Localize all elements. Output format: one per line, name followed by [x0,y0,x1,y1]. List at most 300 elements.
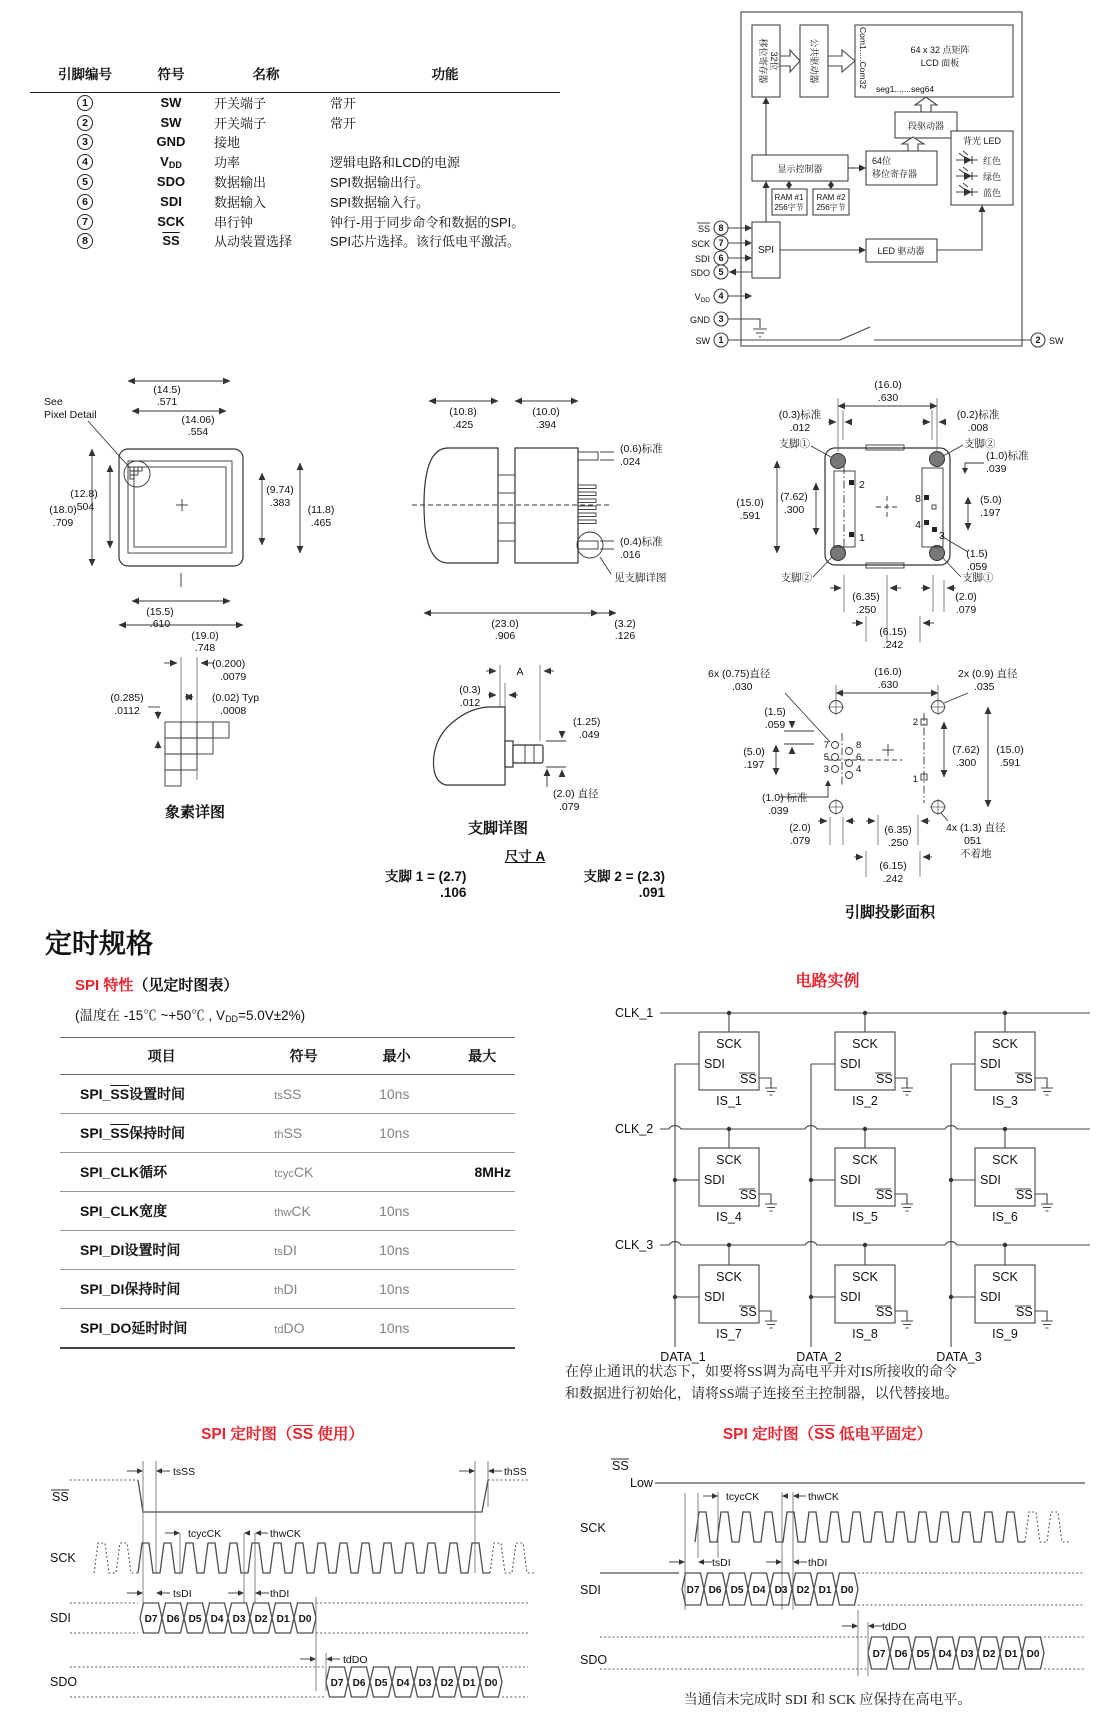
svg-text:1: 1 [718,335,724,345]
mech-pin-projection [680,645,1100,935]
svg-text:.039: .039 [986,463,1007,475]
pin-symbol: SCK [157,213,185,229]
data-bit: D0 [298,1613,312,1625]
svg-text:.300: .300 [955,757,977,769]
svg-text:.250: .250 [887,837,909,849]
timing-param: tcycCK [188,1528,222,1540]
spec-row [60,1231,515,1270]
pin-row [30,132,560,152]
svg-text:SS: SS [876,1188,893,1202]
svg-text:.906: .906 [494,630,516,642]
svg-text:RAM #2: RAM #2 [816,193,846,202]
svg-text:.079: .079 [955,604,977,616]
spec-row [60,1075,515,1114]
svg-text:支脚①: 支脚① [778,438,810,450]
test-condition: (温度在 -15℃ ~+50℃ , $V_{DD}=5.0V\pm 2\%$) [75,1008,306,1024]
spec-row [60,1192,515,1231]
signal-label-sdo: SDO [580,1653,608,1667]
pin-symbol: SW [160,95,182,111]
svg-text:SS: SS [697,224,710,234]
spec-min-cell: 10ns [344,1309,449,1348]
pin-number-cell [30,172,140,192]
pin-symbol-cell [140,172,202,192]
is-chip [949,1127,1053,1224]
svg-text:SS: SS [1016,1188,1033,1202]
svg-text:64位: 64位 [872,156,892,166]
pin-function-cell: SPI数据输出行。 [330,175,429,191]
data-bit: D5 [188,1613,202,1625]
svg-text:(6.35): (6.35) [852,591,880,603]
clk-label: CLK_2 [615,1122,654,1136]
svg-text:64 x 32 点矩阵: 64 x 32 点矩阵 [910,45,970,55]
spec-max-cell [449,1270,515,1309]
lcd-panel-box [855,25,1013,97]
data-bit: D6 [894,1648,908,1660]
pin-number-badge: 6 [77,194,93,210]
data-bit: D0 [484,1677,498,1689]
spec-item-text: SPI_ [80,1125,111,1141]
svg-text:.630: .630 [877,679,899,691]
system-block-diagram [680,8,1100,353]
pin-gnd [690,312,767,337]
data-bit: D5 [374,1677,388,1689]
svg-text:.383: .383 [269,497,291,509]
signal-label-sdo: SDO [50,1675,78,1689]
shift-register-32-box [752,25,780,97]
svg-text:SPI: SPI [757,245,775,256]
data-bit: D0 [1026,1648,1040,1660]
spec-item-text: SPI_DI保持时间 [80,1281,181,1297]
svg-text:2: 2 [1035,335,1041,345]
pin-sdi [695,251,752,265]
svg-text:.571: .571 [156,396,178,408]
spec-symbol: DI [283,1281,298,1297]
data-bit: D6 [708,1584,722,1596]
pin-number-badge: 4 [77,154,93,170]
spec-min-cell: 10ns [344,1192,449,1231]
is-chip [809,1127,913,1224]
data-bit: D3 [774,1584,788,1596]
spec-max-cell [449,1114,515,1153]
svg-text:8: 8 [718,223,724,233]
svg-text:A: A [516,666,524,678]
svg-text:.504: .504 [73,501,95,513]
is-chip [673,1243,777,1341]
pin-name-cell: 开关端子 [214,115,267,131]
spec-max-cell [449,1192,515,1231]
pin-name-cell: 串行钟 [214,214,254,230]
pin-function-table [30,60,560,251]
pin-name-cell: 功率 [214,155,241,171]
pin-symbol-cell [140,152,202,172]
svg-text:SW: SW [695,336,710,346]
svg-text:SCK: SCK [992,1037,1018,1051]
is-chip [809,1243,913,1341]
svg-text:(19.0): (19.0) [191,630,219,642]
svg-text:4: 4 [915,519,921,531]
svg-text:.610: .610 [149,618,171,630]
svg-text:3: 3 [939,530,945,542]
svg-text:SS: SS [1016,1305,1033,1319]
pin-number-cell [30,132,140,152]
svg-text:32位: 32位 [769,51,779,71]
svg-text:蓝色: 蓝色 [983,188,1002,198]
mount-holes [828,699,946,815]
svg-text:.300: .300 [783,504,805,516]
spec-symbol-prefix: ts [274,1090,283,1102]
svg-text:.0112: .0112 [114,705,140,717]
svg-text:SDI: SDI [840,1290,861,1304]
svg-text:(16.0): (16.0) [874,379,902,391]
svg-text:Pixel Detail: Pixel Detail [44,409,97,421]
data-bit: D7 [686,1584,700,1596]
svg-text:背光 LED: 背光 LED [962,136,1002,146]
pin-row [30,112,560,132]
timing-param: thwCK [808,1491,839,1503]
svg-text:(3.2): (3.2) [614,618,636,630]
pin-symbol-cell [140,132,202,152]
data-bit: D1 [276,1613,290,1625]
pin-col-header: 功能 [330,60,560,93]
pin-sck [691,236,752,250]
spec-symbol: CK [293,1164,314,1180]
is-chip-label: IS_7 [716,1327,742,1341]
svg-text:SS: SS [740,1305,757,1319]
spec-symbol: SS [283,1125,303,1141]
data-bit: D5 [730,1584,744,1596]
svg-text:(6.15): (6.15) [879,860,907,872]
ram-arrows [786,181,834,189]
svg-text:.030: .030 [732,681,753,693]
spec-symbol-cell [263,1192,344,1231]
data-bit: D4 [752,1584,766,1596]
switch-icon [840,327,870,340]
svg-text:SCK: SCK [992,1270,1018,1284]
svg-text:SDI: SDI [840,1057,861,1071]
svg-text:.035: .035 [974,681,995,693]
svg-text:.0079: .0079 [220,671,247,683]
svg-text:SDI: SDI [840,1173,861,1187]
is-chip [673,1127,777,1224]
svg-text:(15.0): (15.0) [996,744,1024,756]
svg-text:.197: .197 [980,507,1001,519]
back-outline [825,445,950,568]
svg-text:4x (1.3) 直径: 4x (1.3) 直径 [946,822,1006,834]
svg-text:(6.15): (6.15) [879,626,907,638]
timing-param: tdDO [882,1621,907,1633]
svg-text:(10.0): (10.0) [532,406,560,418]
spec-col-header: 项目 [60,1038,263,1075]
pin-sdo [690,265,752,279]
is-chip-label: IS_9 [992,1327,1018,1341]
svg-text:支脚①: 支脚① [962,572,994,584]
svg-text:.197: .197 [743,759,765,771]
spec-symbol-prefix: ts [274,1246,283,1258]
svg-text:(1.5): (1.5) [966,548,988,560]
pin-name-cell: 从动装置选择 [214,234,293,250]
svg-text:.591: .591 [999,757,1021,769]
pin-ss [697,221,752,235]
front-outline [119,449,243,587]
pin-number-cell [30,152,140,172]
mech-side-view [368,355,683,655]
mech-front-view [30,355,375,660]
spec-min-cell: 10ns [344,1270,449,1309]
is-chip [811,1011,913,1108]
svg-text:SCK: SCK [716,1037,742,1051]
svg-text:SCK: SCK [716,1270,742,1284]
svg-text:SS: SS [1016,1072,1033,1086]
backlight-led-box [951,131,1013,205]
signal-label-sck: SCK [50,1551,76,1565]
svg-text:8: 8 [915,493,921,505]
spec-symbol-prefix: th [274,1285,284,1297]
svg-text:.049: .049 [579,729,600,741]
svg-text:6: 6 [856,752,862,763]
data-bit: D2 [982,1648,996,1660]
svg-text:SDI: SDI [980,1290,1001,1304]
svg-text:绿色: 绿色 [983,172,1002,182]
spec-item-text: SPI_DI设置时间 [80,1242,181,1258]
spec-item-text: 保持时间 [129,1125,186,1141]
spec-symbol-cell [263,1114,344,1153]
mech-pixel-detail [40,645,350,830]
data-bit: D7 [872,1648,886,1660]
data-bit: D2 [796,1584,810,1596]
svg-text:7: 7 [718,238,724,248]
svg-text:seg1.......seg64: seg1.......seg64 [876,84,935,94]
svg-text:(14.06): (14.06) [181,414,215,426]
spec-item-text: SPI_CLK宽度 [80,1203,168,1219]
svg-text:3: 3 [823,764,829,775]
svg-text:(5.0): (5.0) [743,746,765,758]
spec-symbol-cell [263,1231,344,1270]
svg-text:.630: .630 [877,392,899,404]
clk-line [660,1242,1090,1245]
spec-max-cell [449,1309,515,1348]
svg-text:(0.2)标准: (0.2)标准 [956,409,1000,421]
is-chip-label: IS_6 [992,1210,1018,1224]
svg-text:(2.0): (2.0) [955,591,977,603]
signal-label-sdi: SDI [580,1583,601,1597]
svg-text:2: 2 [912,717,918,728]
is-chip-label: IS_2 [852,1094,878,1108]
svg-text:.016: .016 [620,549,641,561]
svg-text:4: 4 [718,291,724,301]
spec-symbol: DO [283,1319,305,1336]
timing-param: thwCK [270,1528,301,1540]
spec-item-text: SPI_CLK循环 [80,1164,168,1180]
spec-symbol-cell [263,1153,344,1192]
pin-symbol: SDI [160,193,182,209]
svg-text:(9.74): (9.74) [266,484,294,496]
standoff-outline [434,707,544,785]
spec-item-text: 设置时间 [129,1086,186,1102]
svg-text:SCK: SCK [691,239,710,249]
circuit-example-title: 电路实例 [795,973,860,990]
svg-text:红色: 红色 [983,156,1002,166]
svg-text:.059: .059 [764,719,786,731]
is-chip-label: IS_1 [716,1094,742,1108]
svg-text:SCK: SCK [852,1037,878,1051]
spi-timing-diagram-ss-used [30,1445,535,1714]
pin-number-badge: 5 [77,174,93,190]
up-arrow-icon [902,137,924,151]
spec-item-overline: $\overline{SS}$ [110,1086,130,1102]
ground-icon [753,329,767,337]
signal-label-ss: SS [52,1490,69,1504]
svg-text:1: 1 [912,774,918,785]
mech-back-view [680,340,1100,650]
spec-col-header: 最小 [344,1038,449,1075]
is-chip [675,1011,777,1108]
svg-text:(0.200): (0.200) [212,658,246,670]
svg-text:.012: .012 [459,697,481,709]
pin-row [30,191,560,211]
svg-text:5: 5 [823,752,829,763]
svg-text:.126: .126 [614,630,636,642]
pin-function-cell: 常开 [330,96,357,112]
spi-characteristics-subtitle: SPI 特性（见定时图表） [75,977,239,994]
pin-number-badge: 1 [77,95,93,111]
pin-function-cell [330,132,560,152]
side-outline [412,448,612,563]
pin-col-header: 符号 [140,60,202,93]
pin-symbol-cell [140,231,202,251]
spec-item-cell [60,1075,263,1114]
clk-label: CLK_3 [615,1238,654,1252]
circuit-example-diagram [560,995,1100,1375]
svg-text:引脚投影面积: 引脚投影面积 [844,904,936,921]
spec-min-cell [344,1153,449,1192]
spi-box [752,222,780,278]
pin-table-header [30,60,560,93]
svg-text:段驱动器: 段驱动器 [907,121,945,131]
spec-item-cell [60,1231,263,1270]
is-chip-label: IS_3 [992,1094,1018,1108]
svg-text:SS: SS [876,1072,893,1086]
svg-text:(7.62): (7.62) [952,744,980,756]
data-label: DATA_1 [660,1350,706,1364]
svg-text:5: 5 [718,267,724,277]
svg-text:(0.6)标准: (0.6)标准 [620,443,663,455]
svg-text:2x (0.9) 直径: 2x (0.9) 直径 [958,668,1018,680]
svg-text:(0.02) Typ: (0.02) Typ [212,692,260,704]
svg-text:(16.0): (16.0) [874,666,902,678]
svg-text:.425: .425 [452,419,474,431]
data-bit: D0 [840,1584,854,1596]
spec-max-cell: 8MHz [449,1153,515,1192]
dimension-a-block [385,845,665,901]
svg-text:.242: .242 [882,639,904,651]
is-chip-label: IS_4 [716,1210,742,1224]
svg-text:支脚详图: 支脚详图 [467,820,529,837]
pin-function-cell: 常开 [330,115,357,131]
svg-text:2: 2 [859,479,865,491]
led-driver-box [866,239,937,262]
data-bit: D3 [960,1648,974,1660]
spec-min-cell: 10ns [344,1075,449,1114]
svg-text:.394: .394 [535,419,557,431]
spec-item-cell [60,1270,263,1309]
svg-text:(1.0)标准: (1.0)标准 [986,450,1029,462]
timing-param: tsDI [173,1588,192,1600]
spec-item-cell [60,1309,263,1348]
pin-symbol-cell [140,93,202,113]
right-pins [921,713,927,803]
is-chip-label: IS_8 [852,1327,878,1341]
data-bit: D2 [254,1613,268,1625]
pin-number-badge: 7 [77,214,93,230]
svg-text:(5.0): (5.0) [980,494,1002,506]
svg-text:(2.0) 直径: (2.0) 直径 [553,788,599,800]
svg-text:.465: .465 [310,517,332,529]
svg-text:(15.5): (15.5) [146,606,174,618]
svg-text:(0.4)标准: (0.4)标准 [620,536,663,548]
svg-text:.008: .008 [967,422,989,434]
clk-label: CLK_1 [615,1006,654,1020]
pin-symbol: SW [160,114,182,130]
spec-item-text: SPI_DO延时时间 [80,1319,188,1336]
ram1-box [772,189,807,215]
data-bit: D4 [396,1677,410,1689]
svg-text:移位寄存器: 移位寄存器 [758,38,768,84]
pin-number-badge: 3 [77,134,93,150]
pin-number-cell [30,112,140,132]
pin-row [30,211,560,231]
is-chip [951,1011,1053,1108]
timing-spec-section [45,922,535,1349]
pin-cluster [828,733,902,787]
pin-symbol: SDO [156,174,186,190]
pin-number-cell [30,93,140,113]
spec-symbol-cell [263,1270,344,1309]
spec-table-header [60,1038,515,1075]
data-bit: D3 [232,1613,246,1625]
svg-text:6: 6 [718,253,724,263]
spec-item-overline: $\overline{SS}$ [110,1125,130,1141]
data-bit: D3 [418,1677,432,1689]
up-arrow-icon [915,97,937,112]
pin-col-header: 引脚编号 [30,60,140,93]
timing-param: tsSS [173,1466,196,1478]
svg-text:SW: SW [1049,336,1064,346]
svg-text:3: 3 [718,314,724,324]
data-bit: D5 [916,1648,930,1660]
data-bit: D4 [938,1648,952,1660]
is-chip [949,1243,1053,1341]
pin-number-badge: 2 [77,115,93,131]
pin-symbol: GND [156,134,186,150]
svg-text:SCK: SCK [852,1270,878,1284]
circuit-note: 在停止通讯的状态下，如要将SS调为高电平并对IS所接收的命令 和数据进行初始化，请将SS端子连接至主控制器，以代替接地。 [565,1365,959,1402]
svg-text:.250: .250 [855,604,877,616]
bus-arrow-icon [828,50,855,72]
timing-param: tdDO [343,1654,368,1666]
section-title: 定时规格 [45,929,153,959]
svg-text:6x (0.75)直径: 6x (0.75)直径 [708,668,771,680]
common-driver-box [800,25,828,97]
display-controller-box [752,155,848,181]
spec-symbol-prefix: thw [274,1207,292,1219]
data-bit: D6 [352,1677,366,1689]
svg-text:Com1.....Com32: Com1.....Com32 [858,27,868,89]
pin-function-cell: SPI芯片选择。该行低电平激活。 [330,234,520,250]
pin-number-cell [30,191,140,211]
svg-text:GND: GND [690,315,710,325]
signal-label-sck: SCK [580,1521,606,1535]
svg-text:256字节: 256字节 [774,203,804,212]
